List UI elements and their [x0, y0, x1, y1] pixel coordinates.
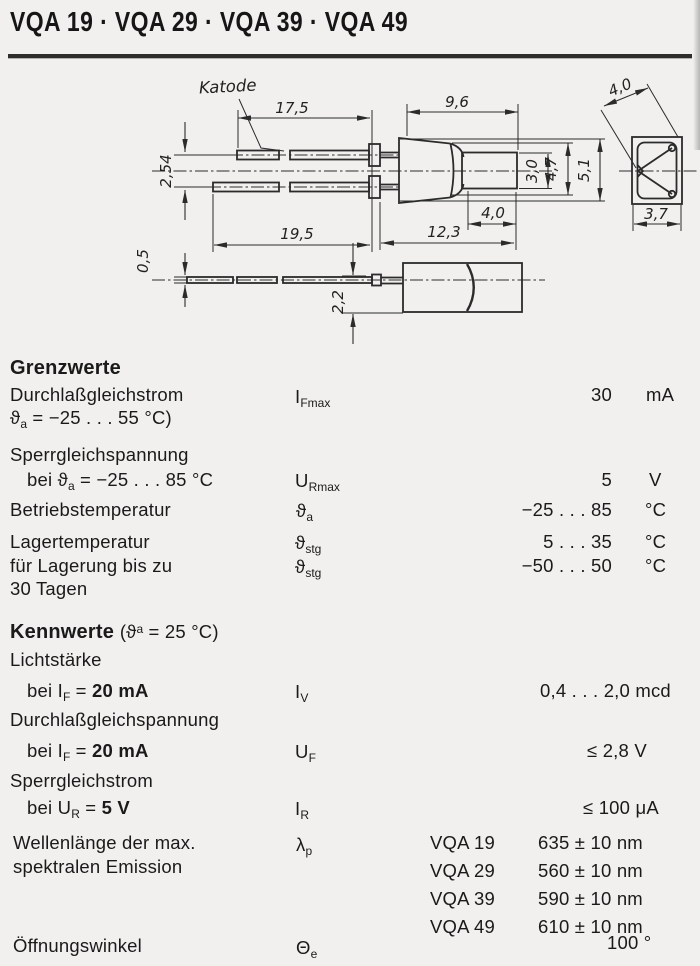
cathode-label: Katode — [198, 75, 257, 98]
limits-heading: Grenzwerte — [10, 357, 121, 379]
value-aperture-angle: 100 ° — [607, 932, 652, 953]
symbol-lambda-p: $\lambda_p$ — [296, 834, 313, 858]
unit-operating-temperature: °C — [645, 499, 667, 520]
label-aperture-angle: Öffnungswinkel — [13, 935, 142, 956]
unit-forward-current: mA — [646, 384, 675, 405]
symbol-ir: $I_R$ — [295, 798, 310, 822]
value-forward-current: 30 — [591, 384, 612, 405]
label-operating-temperature: Betriebstemperatur — [10, 499, 171, 520]
dim-tip-diameter: 3,0 — [523, 159, 541, 183]
cathode-callout — [198, 76, 284, 151]
characteristics-heading: Kennwerte ($ϑ^a = 25$ °C) — [10, 621, 219, 643]
wavelength-value-vqa49: 610 ± 10 nm — [538, 916, 643, 937]
value-reverse-current: ≤ 100 μA — [583, 797, 659, 818]
dim-body-length: 9,6 — [445, 93, 469, 111]
wavelength-type-vqa39: VQA 39 — [430, 888, 495, 909]
dim-tip-length: 4,0 — [481, 204, 505, 222]
wavelength-value-vqa19: 635 ± 10 nm — [538, 832, 643, 853]
title-rule — [8, 54, 692, 58]
label-luminous-intensity: Lichtstärke — [10, 649, 102, 670]
dim-front-diagonal: 4,0 — [605, 74, 635, 101]
unit-storage-temperature: °C — [645, 531, 667, 552]
dim-upper-lead-length: 17,5 — [275, 99, 309, 117]
label-wavelength-line1: Wellenlänge der max. — [13, 832, 196, 853]
condition-forward-voltage: bei $I_F = 20$ mA — [27, 740, 149, 764]
dim-body-height: 5,1 — [575, 158, 593, 182]
label-storage-30d-line2: 30 Tagen — [10, 578, 88, 599]
symbol-theta-stg-2: $ϑ_{stg}$ — [295, 556, 322, 580]
label-wavelength-line2: spektralen Emission — [13, 856, 183, 877]
wavelength-type-vqa49: VQA 49 — [430, 916, 495, 937]
value-luminous-intensity: 0,4 . . . 2,0 mcd — [540, 680, 671, 701]
symbol-theta-stg: $ϑ_{stg}$ — [295, 532, 322, 556]
symbol-theta-e: $\Theta_e$ — [296, 937, 318, 961]
symbol-uf: $U_F$ — [295, 741, 316, 765]
label-storage-30d-line1: für Lagerung bis zu — [10, 555, 173, 576]
condition-reverse-voltage: bei $ϑ_a = -25$ . . . 85 °C — [27, 469, 214, 493]
symbol-urmax: $U_{Rmax}$ — [295, 470, 340, 494]
condition-forward-current: $ϑ_a = -25$ . . . 55 °C) — [10, 407, 172, 431]
wavelength-value-vqa39: 590 ± 10 nm — [538, 888, 643, 909]
side-view-body — [399, 138, 517, 203]
top-view — [174, 243, 522, 344]
dim-lead-thickness: 0,5 — [134, 249, 152, 273]
unit-reverse-voltage: V — [649, 469, 662, 490]
extension-lines — [174, 104, 605, 252]
scan-edge-artifact — [693, 0, 700, 150]
package-drawing — [0, 0, 700, 350]
value-storage-temperature: 5 . . . 35 — [543, 531, 612, 552]
dim-lower-lead-length: 19,5 — [280, 225, 314, 243]
wavelength-type-vqa19: VQA 19 — [430, 832, 495, 853]
label-storage-temperature: Lagertemperatur — [10, 531, 150, 552]
value-reverse-voltage: 5 — [601, 469, 612, 490]
dim-front-width: 3,7 — [644, 205, 668, 223]
dim-body-overall-length: 12,3 — [427, 223, 461, 241]
wavelength-value-vqa29: 560 ± 10 nm — [538, 860, 643, 881]
symbol-ifmax: $I_{Fmax}$ — [295, 386, 331, 410]
symbol-iv: $I_V$ — [295, 681, 309, 705]
condition-luminous-intensity: bei $I_F = 20$ mA — [27, 680, 149, 704]
centerlines — [152, 155, 699, 280]
wavelength-type-vqa29: VQA 29 — [430, 860, 495, 881]
front-view — [601, 84, 682, 231]
dim-body-thickness: 2,2 — [329, 290, 347, 314]
label-reverse-voltage: Sperrgleichspannung — [10, 444, 189, 465]
dim-body-diameter: 4,7 — [542, 157, 560, 181]
symbol-theta-a: $ϑ_a$ — [296, 500, 314, 524]
value-forward-voltage: ≤ 2,8 V — [587, 740, 647, 761]
condition-reverse-current: bei $U_R = 5$ V — [27, 797, 130, 821]
label-forward-current: Durchlaßgleichstrom — [10, 384, 184, 405]
label-reverse-current: Sperrgleichstrom — [10, 770, 154, 791]
value-operating-temperature: −25 . . . 85 — [521, 499, 612, 520]
unit-storage-30d: °C — [645, 555, 667, 576]
page-title: VQA 19 · VQA 29 · VQA 39 · VQA 49 — [10, 6, 409, 37]
label-forward-voltage: Durchlaßgleichspannung — [10, 709, 220, 730]
dimension-lines — [185, 112, 600, 245]
dim-lead-pitch: 2,54 — [157, 154, 175, 188]
side-view-leads — [213, 144, 399, 198]
value-storage-30d: −50 . . . 50 — [521, 555, 612, 576]
